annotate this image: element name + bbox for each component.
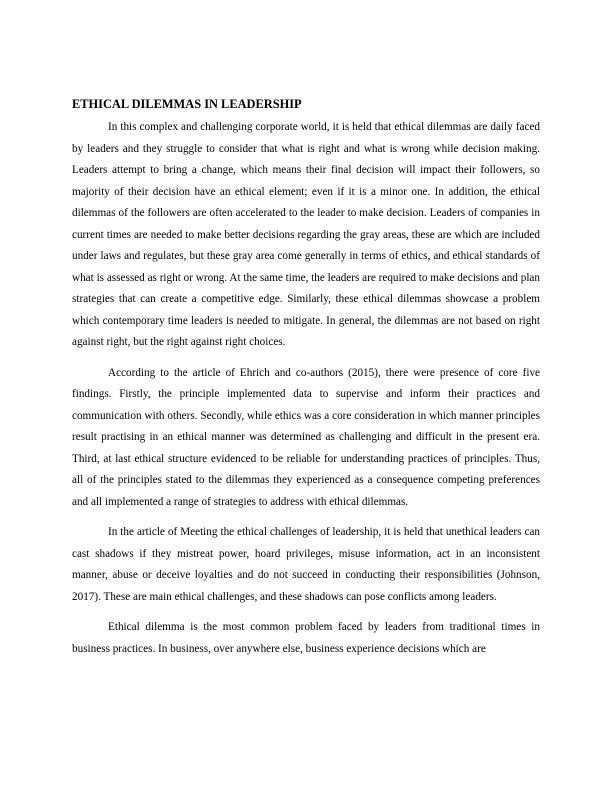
paragraph-business-dilemma: Ethical dilemma is the most common problem faced by leaders from traditional times in business practices. In business, over anywhere else, business experience decisions which are — [72, 621, 540, 655]
document-heading: ETHICAL DILEMMAS IN LEADERSHIP — [72, 97, 302, 111]
paragraph-ethical-challenges: In the article of Meeting the ethical challenges of leadership, it is held that unethical leaders can cast shadows if they mistreat power, hoard privileges, misuse information, act in an inconsistent manner, abuse or deceive loyalties and do not succeed in conducting their responsibilities (Johnson, 2017). These are main ethical challenges, and these shadows can pose conflicts among leaders. — [72, 526, 540, 603]
paragraph-intro: In this complex and challenging corporate world, it is held that ethical dilemmas are daily faced by leaders and they struggle to consider that what is right and what is wrong while decision making. Leaders attempt to bring a change, which means their final decision will impact their followers, so majority of their decision have an ethical element; even if it is a minor one. In addition, the ethical dilemmas of the followers are often accelerated to the leader to make decision. Leaders of companies in current times are needed to make better decisions regarding the gray areas, these are which are included under laws and regulates, but these gray area come generally in terms of ethics, and ethical standards of what is assessed as right or wrong. At the same time, the leaders are required to make decisions and plan strategies that can create a competitive edge. Similarly, these ethical dilemmas showcase a problem which contemporary time leaders is needed to mitigate. In general, the dilemmas are not based on right against right, but the right against right choices. — [72, 121, 540, 348]
paragraph-ehrich-findings: According to the article of Ehrich and co-authors (2015), there were presence of core five findings. Firstly, the principle implemented data to supervise and inform their practices and communication with others. Secondly, while ethics was a core consideration in which manner principles result practising in an ethical manner was determined as challenging and difficult in the present era. Third, at last ethical structure evidenced to be reliable for understanding practices of principles. Thus, all of the principles stated to the dilemmas they experienced as a consequence competing preferences and all implemented a range of strategies to address with ethical dilemmas. — [72, 366, 540, 508]
document-body — [72, 96, 540, 660]
